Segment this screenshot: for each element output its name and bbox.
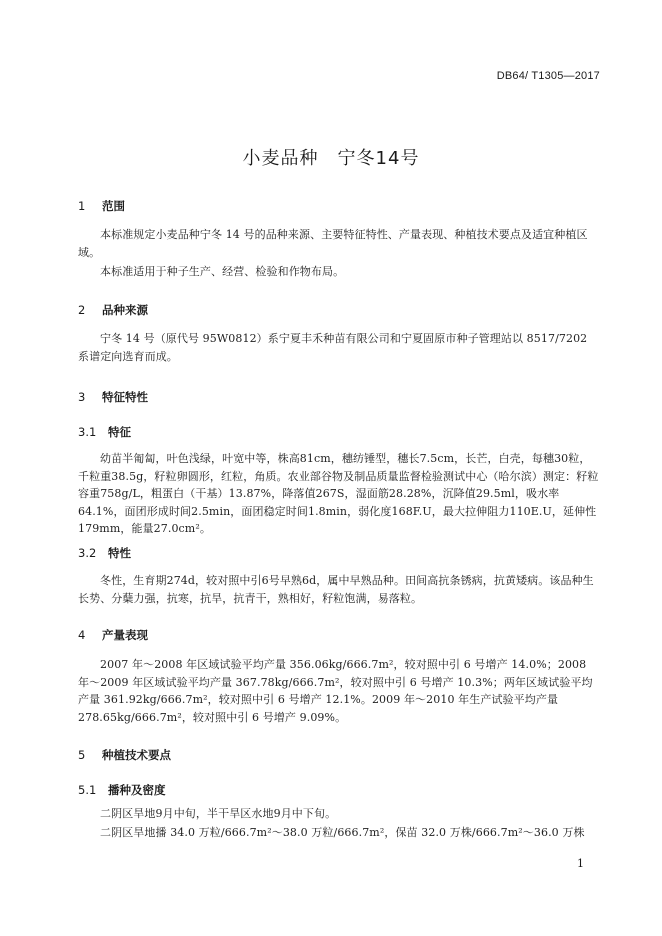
section-title: 种植技术要点	[102, 748, 171, 762]
subsection-title: 特征	[108, 425, 131, 439]
paragraph: 二阴区旱地播 34.0 万粒/666.7m²～38.0 万粒/666.7m²，保苗 32.0 万株/666.7m²～36.0 万株	[100, 826, 585, 839]
subsection-number: 3.2	[78, 546, 97, 560]
subsection-title: 播种及密度	[108, 783, 166, 797]
paragraph: 本标准规定小麦品种宁冬 14 号的品种来源、主要特征特性、产量表现、种植技术要点及适宜种植区域。	[78, 228, 588, 259]
paragraph: 冬性，生育期274d，较对照中引6号早熟6d，属中早熟品种。田间高抗条锈病，抗黄矮病。该品种生长势、分蘖力强，抗寒，抗旱，抗青干，熟相好，籽粒饱满，易落粒。	[78, 574, 594, 605]
section-heading-characteristics	[78, 389, 148, 405]
section-title: 范围	[102, 199, 125, 213]
section-heading-origin	[78, 302, 148, 318]
subsection-heading-sowing	[78, 782, 166, 798]
paragraph: 宁冬 14 号（原代号 95W0812）系宁夏丰禾种苗有限公司和宁夏固原市种子管理站以 8517/7202 系谱定向选育而成。	[78, 332, 588, 363]
subsection-number: 3.1	[78, 425, 97, 439]
document-title: 小麦品种 宁冬14号	[242, 148, 420, 169]
section-number: 5	[78, 748, 86, 762]
section-number: 1	[78, 199, 86, 213]
section-number: 3	[78, 390, 86, 404]
section-title: 产量表现	[102, 628, 148, 642]
section-heading-scope	[78, 198, 125, 214]
standard-code: DB64/ T1305—2017	[496, 70, 600, 82]
section-heading-yield	[78, 627, 148, 643]
section-heading-cultivation	[78, 747, 171, 763]
paragraph: 幼苗半匍匐，叶色浅绿，叶宽中等，株高81cm，穗纺锤型，穗长7.5cm，长芒，白壳，每穗30粒，千粒重38.5g，籽粒卵圆形，红粒，角质。农业部谷物及制品质量监督检验测试中心（哈尔滨）测定：籽粒容重758g/L，粗蛋白（干基）13.87%，降落值267S，湿面筋28.28%，沉降值29.5ml，吸水率64.1%，面团形成时间2.5min，面团稳定时间1.8min，弱化度168F.U，最大拉伸阻力110E.U，延伸性179mm，能量27.0cm²。	[78, 452, 599, 535]
subsection-heading-features	[78, 424, 131, 440]
paragraph: 二阴区旱地9月中旬，半干旱区水地9月中下旬。	[100, 807, 337, 820]
subsection-heading-traits	[78, 545, 131, 561]
paragraph: 2007 年～2008 年区域试验平均产量 356.06kg/666.7m²，较对照中引 6 号增产 14.0%；2008 年～2009 年区域试验平均产量 367.78kg/666.7m²，较对照中引 6 号增产 10.3%；两年区域试验平均产量 361.92kg/666.7m²，较对照中引 6 号增产 12.1%。2009 年～2010 年生产试验平均产量 278.65kg/666.7m²，较对照中引 6 号增产 9.09%。	[78, 658, 593, 724]
subsection-title: 特性	[108, 546, 131, 560]
section-number: 4	[78, 628, 86, 642]
section-title: 品种来源	[102, 303, 148, 317]
page-number: 1	[577, 857, 584, 870]
section-number: 2	[78, 303, 86, 317]
paragraph: 本标准适用于种子生产、经营、检验和作物布局。	[100, 265, 345, 278]
subsection-number: 5.1	[78, 783, 97, 797]
section-title: 特征特性	[102, 390, 148, 404]
